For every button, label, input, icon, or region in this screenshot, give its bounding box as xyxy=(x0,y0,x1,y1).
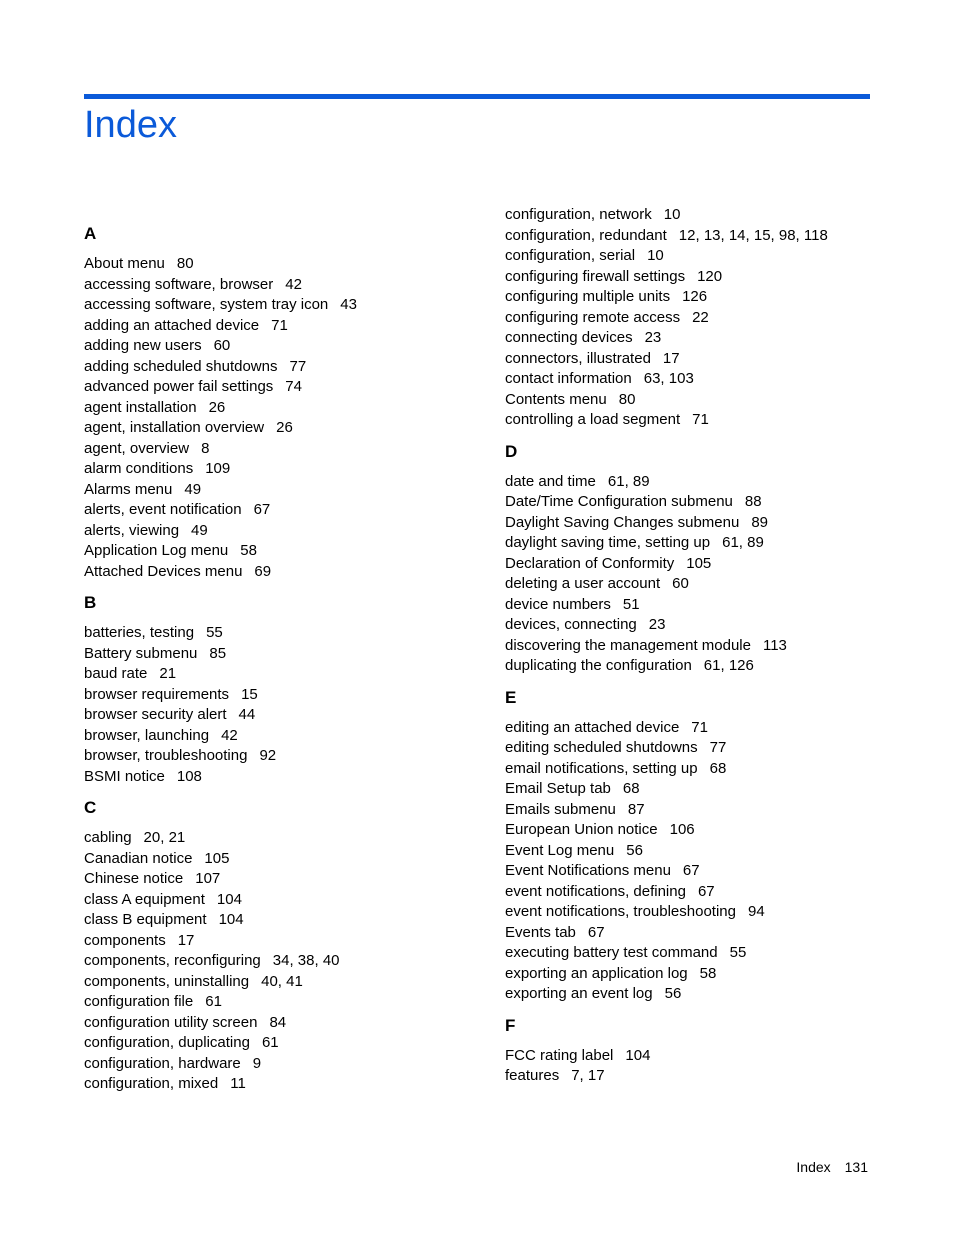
index-page-refs[interactable]: 10 xyxy=(647,247,664,264)
index-term: class B equipment xyxy=(84,911,207,928)
index-term: Daylight Saving Changes submenu xyxy=(505,513,740,531)
index-page-refs[interactable]: 20, 21 xyxy=(143,829,186,846)
index-entry xyxy=(505,1046,905,1067)
index-page-refs[interactable]: 92 xyxy=(259,747,277,764)
page-title: Index xyxy=(84,104,177,146)
index-term: editing an attached device xyxy=(505,718,680,736)
index-page-refs[interactable]: 11 xyxy=(230,1075,246,1092)
index-term: configuration, hardware xyxy=(84,1054,241,1072)
index-entry xyxy=(84,439,484,460)
index-term: date and time xyxy=(505,472,596,490)
index-term: Declaration of Conformity xyxy=(505,554,675,572)
index-term: exporting an application log xyxy=(505,964,688,982)
index-entry xyxy=(505,246,905,267)
index-entry xyxy=(84,746,484,767)
index-entry xyxy=(505,369,905,390)
index-entry xyxy=(84,398,484,419)
index-page-refs[interactable]: 105 xyxy=(686,554,712,572)
index-entry xyxy=(84,562,484,583)
index-entry xyxy=(505,779,905,800)
index-entry xyxy=(505,923,905,944)
index-page-refs[interactable]: 74 xyxy=(285,378,302,395)
index-entry xyxy=(505,492,905,513)
index-entry xyxy=(84,623,484,644)
index-letter-heading: A xyxy=(84,224,97,243)
index-term: accessing software, browser xyxy=(84,275,274,293)
index-entry xyxy=(505,267,905,288)
index-term: adding an attached device xyxy=(84,316,260,334)
index-entry xyxy=(505,390,905,411)
index-page-refs[interactable]: 77 xyxy=(289,357,307,375)
index-entry xyxy=(84,541,484,562)
index-page-refs[interactable]: 55 xyxy=(206,624,223,641)
index-entry xyxy=(84,726,484,747)
page-footer xyxy=(796,1158,868,1176)
index-term: configuration, duplicating xyxy=(84,1034,250,1051)
index-term: Email Setup tab xyxy=(505,780,611,797)
index-term: configuration, serial xyxy=(505,247,636,264)
index-term: Events tab xyxy=(505,923,576,941)
index-page-refs[interactable]: 104 xyxy=(216,890,242,908)
index-term: contact information xyxy=(505,370,632,387)
index-page-refs[interactable]: 42 xyxy=(285,275,302,293)
index-term: Attached Devices menu xyxy=(84,562,243,580)
index-page-refs[interactable]: 49 xyxy=(184,480,202,498)
index-page-refs[interactable]: 80 xyxy=(618,390,636,408)
index-entry xyxy=(505,533,905,554)
index-page-refs[interactable]: 67 xyxy=(587,923,605,941)
index-page-refs[interactable]: 67 xyxy=(253,501,271,518)
index-page-refs[interactable]: 49 xyxy=(191,521,208,539)
index-page-refs[interactable]: 68 xyxy=(709,759,727,777)
index-page-refs[interactable]: 58 xyxy=(240,542,257,559)
index-term: Chinese notice xyxy=(84,870,184,887)
index-term: configuration file xyxy=(84,993,194,1010)
index-term: executing battery test command xyxy=(505,944,718,961)
index-term: exporting an event log xyxy=(505,985,653,1002)
index-term: configuring multiple units xyxy=(505,288,671,305)
index-page-refs[interactable]: 56 xyxy=(664,985,682,1002)
index-entry xyxy=(84,480,484,501)
index-page-refs[interactable]: 26 xyxy=(208,398,226,416)
index-page-refs[interactable]: 56 xyxy=(626,841,643,859)
index-entry xyxy=(84,869,484,890)
index-page-refs[interactable]: 60 xyxy=(672,575,689,592)
index-term: FCC rating label xyxy=(505,1046,614,1064)
index-entry xyxy=(84,1054,484,1075)
index-entry-list xyxy=(505,1046,905,1087)
index-entry xyxy=(505,841,905,862)
index-page-refs[interactable]: 67 xyxy=(682,862,700,879)
index-page-refs[interactable]: 69 xyxy=(254,562,272,580)
index-term: batteries, testing xyxy=(84,624,195,641)
index-entry xyxy=(505,308,905,329)
index-entry xyxy=(84,275,484,296)
index-entry xyxy=(505,349,905,370)
index-term: adding new users xyxy=(84,337,202,354)
index-term: agent, overview xyxy=(84,439,190,457)
index-entry xyxy=(505,820,905,841)
index-term: device numbers xyxy=(505,595,611,613)
index-page-refs[interactable]: 44 xyxy=(238,706,256,723)
index-term: Contents menu xyxy=(505,390,607,408)
index-term: agent installation xyxy=(84,398,197,416)
index-entry xyxy=(84,828,484,849)
index-term: alerts, event notification xyxy=(84,501,242,518)
index-entry xyxy=(505,1066,905,1087)
index-page-refs[interactable]: 105 xyxy=(204,849,230,867)
index-term: configuring firewall settings xyxy=(505,267,686,285)
index-term: advanced power fail settings xyxy=(84,378,274,395)
index-page-refs[interactable]: 77 xyxy=(709,739,727,756)
page-number: 131 xyxy=(844,1159,868,1175)
index-page-refs[interactable]: 88 xyxy=(744,493,762,510)
index-page-refs[interactable]: 85 xyxy=(209,644,227,662)
index-term: cabling xyxy=(84,829,132,846)
index-term: connecting devices xyxy=(505,329,633,346)
index-entry xyxy=(84,664,484,685)
footer-section: Index xyxy=(796,1159,831,1175)
index-page-refs[interactable]: 80 xyxy=(176,255,194,272)
index-page-refs[interactable]: 26 xyxy=(276,419,293,436)
index-term: daylight saving time, setting up xyxy=(505,534,711,551)
index-entry xyxy=(84,644,484,665)
index-entry-list xyxy=(505,718,905,1005)
index-page-refs[interactable]: 60 xyxy=(213,337,231,354)
index-entry xyxy=(84,254,484,275)
index-letter-heading: C xyxy=(84,798,97,817)
index-entry-list xyxy=(84,254,484,582)
index-entry xyxy=(505,472,905,493)
index-term: components, reconfiguring xyxy=(84,952,261,969)
index-entry xyxy=(505,287,905,308)
index-entry-list xyxy=(84,623,484,787)
index-page-refs[interactable]: 17 xyxy=(662,349,680,367)
index-term: agent, installation overview xyxy=(84,419,265,436)
index-page-refs[interactable]: 61 xyxy=(205,993,222,1010)
index-page-refs[interactable]: 61 xyxy=(261,1034,279,1051)
index-page-refs[interactable]: 61, 89 xyxy=(607,472,650,490)
index-term: components, uninstalling xyxy=(84,972,250,990)
index-page-refs[interactable]: 67 xyxy=(697,882,715,900)
index-letter-heading: E xyxy=(505,687,517,707)
index-entry xyxy=(84,1074,484,1095)
index-entry xyxy=(505,861,905,882)
index-page-refs[interactable]: 109 xyxy=(205,460,231,477)
index-page-refs[interactable]: 89 xyxy=(751,513,768,531)
index-entry xyxy=(84,459,484,480)
index-page-refs[interactable]: 8 xyxy=(201,439,210,457)
index-entry xyxy=(84,767,484,788)
index-entry xyxy=(505,964,905,985)
index-entry-list xyxy=(505,205,905,431)
index-term: Emails submenu xyxy=(505,800,616,818)
index-term: duplicating the configuration xyxy=(505,657,692,674)
index-entry xyxy=(505,656,905,677)
index-page-refs[interactable]: 71 xyxy=(692,411,709,428)
index-term: Application Log menu xyxy=(84,542,229,559)
index-entry xyxy=(84,295,484,316)
index-term: class A equipment xyxy=(84,890,205,908)
index-entry xyxy=(84,951,484,972)
index-page-refs[interactable]: 21 xyxy=(159,665,177,682)
index-entry xyxy=(505,759,905,780)
index-entry xyxy=(84,500,484,521)
index-term: event notifications, troubleshooting xyxy=(505,903,736,920)
index-entry-list xyxy=(84,828,484,1095)
index-entry xyxy=(505,718,905,739)
index-page-refs[interactable]: 22 xyxy=(692,308,709,326)
index-term: European Union notice xyxy=(505,821,658,838)
index-entry xyxy=(505,595,905,616)
index-term: devices, connecting xyxy=(505,616,637,633)
index-entry xyxy=(84,972,484,993)
index-page-refs[interactable]: 71 xyxy=(691,718,708,736)
index-page-refs[interactable]: 43 xyxy=(340,296,357,313)
index-page-refs[interactable]: 104 xyxy=(218,911,244,928)
index-page-refs[interactable]: 51 xyxy=(622,595,640,613)
index-term: alerts, viewing xyxy=(84,521,180,539)
index-term: Event Log menu xyxy=(505,841,615,859)
index-page-refs[interactable]: 55 xyxy=(729,944,747,961)
index-entry xyxy=(505,574,905,595)
index-page-refs[interactable]: 42 xyxy=(221,726,238,744)
index-term: email notifications, setting up xyxy=(505,759,698,777)
index-page-refs[interactable]: 63, 103 xyxy=(643,370,694,387)
index-term: Canadian notice xyxy=(84,849,193,867)
index-page-refs[interactable]: 40, 41 xyxy=(261,972,303,990)
index-page-refs[interactable]: 61, 89 xyxy=(722,534,764,551)
index-term: controlling a load segment xyxy=(505,411,681,428)
index-term: Date/Time Configuration submenu xyxy=(505,493,733,510)
index-term: baud rate xyxy=(84,665,148,682)
index-letter-heading: D xyxy=(505,441,518,461)
index-entry xyxy=(84,1033,484,1054)
title-rule xyxy=(84,94,870,99)
index-entry xyxy=(84,377,484,398)
index-term: browser, troubleshooting xyxy=(84,747,248,764)
index-term: adding scheduled shutdowns xyxy=(84,357,278,375)
index-term: event notifications, defining xyxy=(505,882,686,900)
index-page-refs[interactable]: 10 xyxy=(663,206,681,223)
index-page-refs[interactable]: 87 xyxy=(627,800,645,818)
index-term: components xyxy=(84,931,166,949)
index-term: Event Notifications menu xyxy=(505,862,671,879)
index-entry xyxy=(505,513,905,534)
index-page-refs[interactable]: 113 xyxy=(762,636,787,654)
index-page-refs[interactable]: 58 xyxy=(699,964,717,982)
index-entry xyxy=(84,336,484,357)
index-entry xyxy=(84,521,484,542)
index-entry xyxy=(505,800,905,821)
index-letter-heading: F xyxy=(505,1015,516,1035)
index-term: features xyxy=(505,1067,560,1084)
index-page-refs[interactable]: 9 xyxy=(252,1054,262,1072)
index-page-refs[interactable]: 84 xyxy=(269,1013,287,1031)
index-entry xyxy=(84,685,484,706)
index-entry xyxy=(505,902,905,923)
index-page-refs[interactable]: 108 xyxy=(176,767,202,785)
index-page-refs[interactable]: 71 xyxy=(271,316,288,334)
index-entry xyxy=(84,890,484,911)
index-entry xyxy=(505,410,905,431)
index-entry xyxy=(505,882,905,903)
index-entry xyxy=(505,984,905,1005)
index-entry xyxy=(505,205,905,226)
index-page-refs[interactable]: 17 xyxy=(177,931,195,949)
index-term: configuration, redundant xyxy=(505,226,667,244)
index-term: connectors, illustrated xyxy=(505,349,651,367)
index-page-refs[interactable]: 34, 38, 40 xyxy=(272,952,340,969)
index-entry xyxy=(84,418,484,439)
index-term: configuring remote access xyxy=(505,308,681,326)
index-entry xyxy=(84,931,484,952)
index-term: BSMI notice xyxy=(84,767,165,785)
index-entry xyxy=(84,910,484,931)
index-column-left xyxy=(84,223,484,1105)
index-entry-list xyxy=(505,472,905,677)
index-page-refs[interactable]: 61, 126 xyxy=(703,657,754,674)
index-page-refs[interactable]: 68 xyxy=(622,780,640,797)
index-term: Alarms menu xyxy=(84,480,173,498)
index-entry xyxy=(505,226,905,247)
index-entry xyxy=(505,636,905,657)
index-page-refs[interactable]: 23 xyxy=(644,329,662,346)
index-entry xyxy=(505,554,905,575)
index-entry xyxy=(505,738,905,759)
index-page-refs[interactable]: 126 xyxy=(682,288,708,305)
index-page-refs[interactable]: 15 xyxy=(241,685,258,703)
index-term: browser security alert xyxy=(84,706,227,723)
index-page-refs[interactable]: 120 xyxy=(697,267,723,285)
index-entry xyxy=(84,357,484,378)
index-term: alarm conditions xyxy=(84,460,194,477)
index-term: accessing software, system tray icon xyxy=(84,296,329,313)
index-term: editing scheduled shutdowns xyxy=(505,739,698,756)
index-page-refs[interactable]: 7, 17 xyxy=(571,1067,605,1084)
index-page-refs[interactable]: 106 xyxy=(669,821,695,838)
index-entry xyxy=(84,316,484,337)
index-term: configuration, mixed xyxy=(84,1075,219,1092)
index-term: Battery submenu xyxy=(84,644,198,662)
index-term: configuration utility screen xyxy=(84,1013,258,1031)
index-page-refs[interactable]: 23 xyxy=(648,616,666,633)
index-entry xyxy=(505,615,905,636)
index-entry xyxy=(84,1013,484,1034)
index-term: configuration, network xyxy=(505,206,652,223)
index-letter-heading: B xyxy=(84,593,97,612)
index-entry xyxy=(505,943,905,964)
index-term: browser, launching xyxy=(84,726,210,744)
index-page-refs[interactable]: 12, 13, 14, 15, 98, 118 xyxy=(678,226,828,244)
index-term: browser requirements xyxy=(84,685,230,703)
index-entry xyxy=(84,849,484,870)
index-entry xyxy=(505,328,905,349)
index-column-right xyxy=(505,205,905,1097)
index-term: About menu xyxy=(84,255,165,272)
index-page-refs[interactable]: 94 xyxy=(747,903,765,920)
index-term: discovering the management module xyxy=(505,636,751,654)
index-entry xyxy=(84,992,484,1013)
index-entry xyxy=(84,705,484,726)
index-term: deleting a user account xyxy=(505,575,661,592)
index-page-refs[interactable]: 107 xyxy=(195,870,221,887)
index-page-refs[interactable]: 104 xyxy=(625,1046,651,1064)
